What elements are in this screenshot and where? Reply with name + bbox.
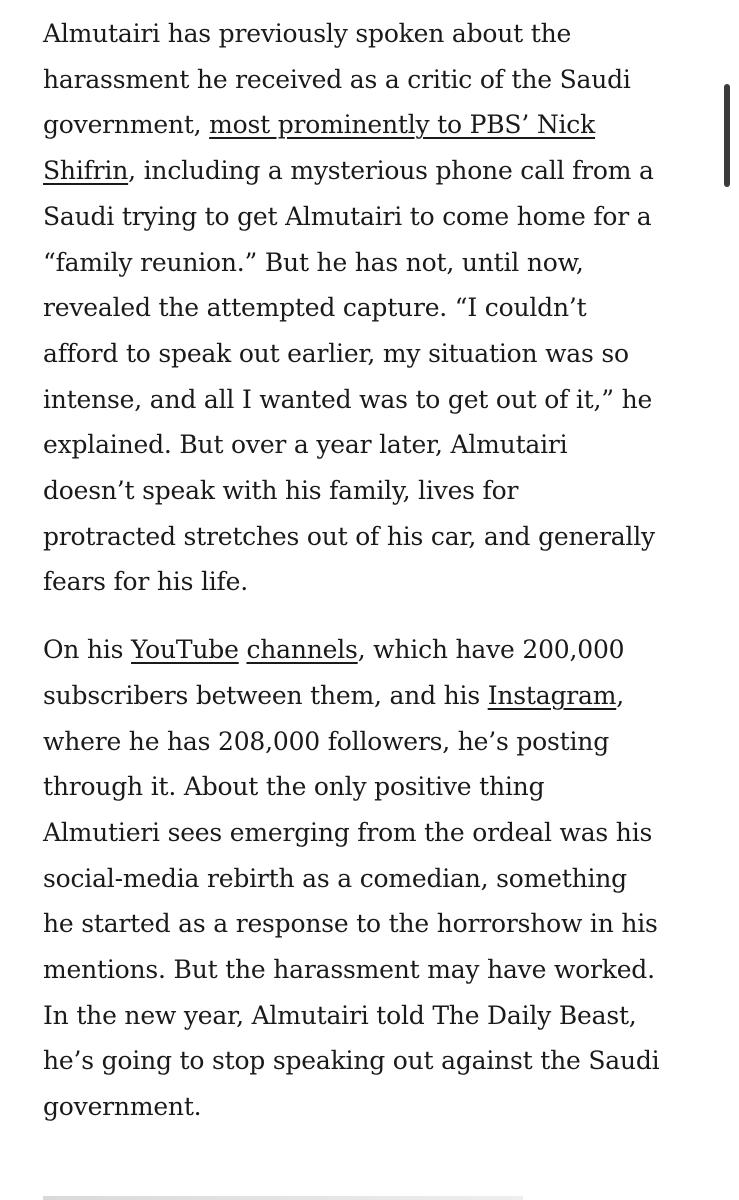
text-segment: “family reunion.” But he has not, until now, [43,247,584,277]
text-segment: fears for his life. [43,567,248,597]
text-line [43,377,703,423]
text-segment: through it. About the only positive thing [43,772,545,802]
text-line [43,559,703,605]
cut-off-next-line [43,1188,523,1200]
text-segment: Almutieri sees emerging from the ordeal was his [43,817,653,847]
text-segment: government, [43,110,210,140]
text-segment: Saudi trying to get Almutairi to come home for a [43,201,652,231]
text-segment: afford to speak out earlier, my situation was so [43,338,629,368]
text-segment: government. [43,1092,202,1122]
text-segment: , which have 200,000 [357,635,625,665]
text-line [43,901,703,947]
text-line [43,468,703,514]
text-line [43,148,703,194]
article-link[interactable]: most prominently to PBS’ Nick [209,110,596,140]
text-segment: , including a mysterious phone call from a [128,156,654,186]
text-segment: revealed the attempted capture. “I couldn’t [43,293,587,323]
text-line [43,11,703,57]
article-link[interactable]: channels [246,635,358,665]
text-line [43,719,703,765]
text-line [43,993,703,1039]
text-segment: where he has 208,000 followers, he’s posting [43,726,610,756]
text-line [43,422,703,468]
text-line [43,194,703,240]
text-segment: On his [43,635,132,665]
text-segment: In the new year, Almutairi told The Daily Beast, [43,1000,637,1030]
text-segment: Almutairi has previously spoken about the [43,19,572,48]
text-line [43,331,703,377]
text-segment: explained. But over a year later, Almutairi [43,430,568,460]
text-line [43,514,703,560]
text-line [43,240,703,286]
text-line [43,1038,703,1084]
text-segment: harassment he received as a critic of the Saudi [43,64,631,94]
article-link[interactable]: YouTube [131,635,239,665]
text-segment: he’s going to stop speaking out against the Saudi [43,1046,660,1076]
text-segment: subscribers between them, and his [43,680,488,710]
text-line [43,102,703,148]
text-segment: mentions. But the harassment may have worked. [43,955,655,985]
text-line [43,627,703,673]
text-segment: intense, and all I wanted was to get out of it,” he [43,384,653,414]
article-body [43,11,703,1130]
text-line [43,810,703,856]
text-segment: protracted stretches out of his car, and generally [43,521,655,551]
article-link[interactable]: Shifrin [43,156,129,186]
scrollbar-thumb[interactable] [724,84,730,187]
text-line [43,673,703,719]
text-line [43,1084,703,1130]
text-line [43,57,703,103]
text-segment: doesn’t speak with his family, lives for [43,476,519,506]
text-line [43,764,703,810]
text-segment: he started as a response to the horrorshow in his [43,909,658,939]
text-segment: social-media rebirth as a comedian, something [43,863,627,893]
article-paragraph [43,11,703,605]
text-line [43,947,703,993]
article-paragraph [43,627,703,1130]
article-link[interactable]: Instagram [487,680,617,710]
text-segment: , [616,680,624,710]
text-line [43,285,703,331]
text-line [43,856,703,902]
